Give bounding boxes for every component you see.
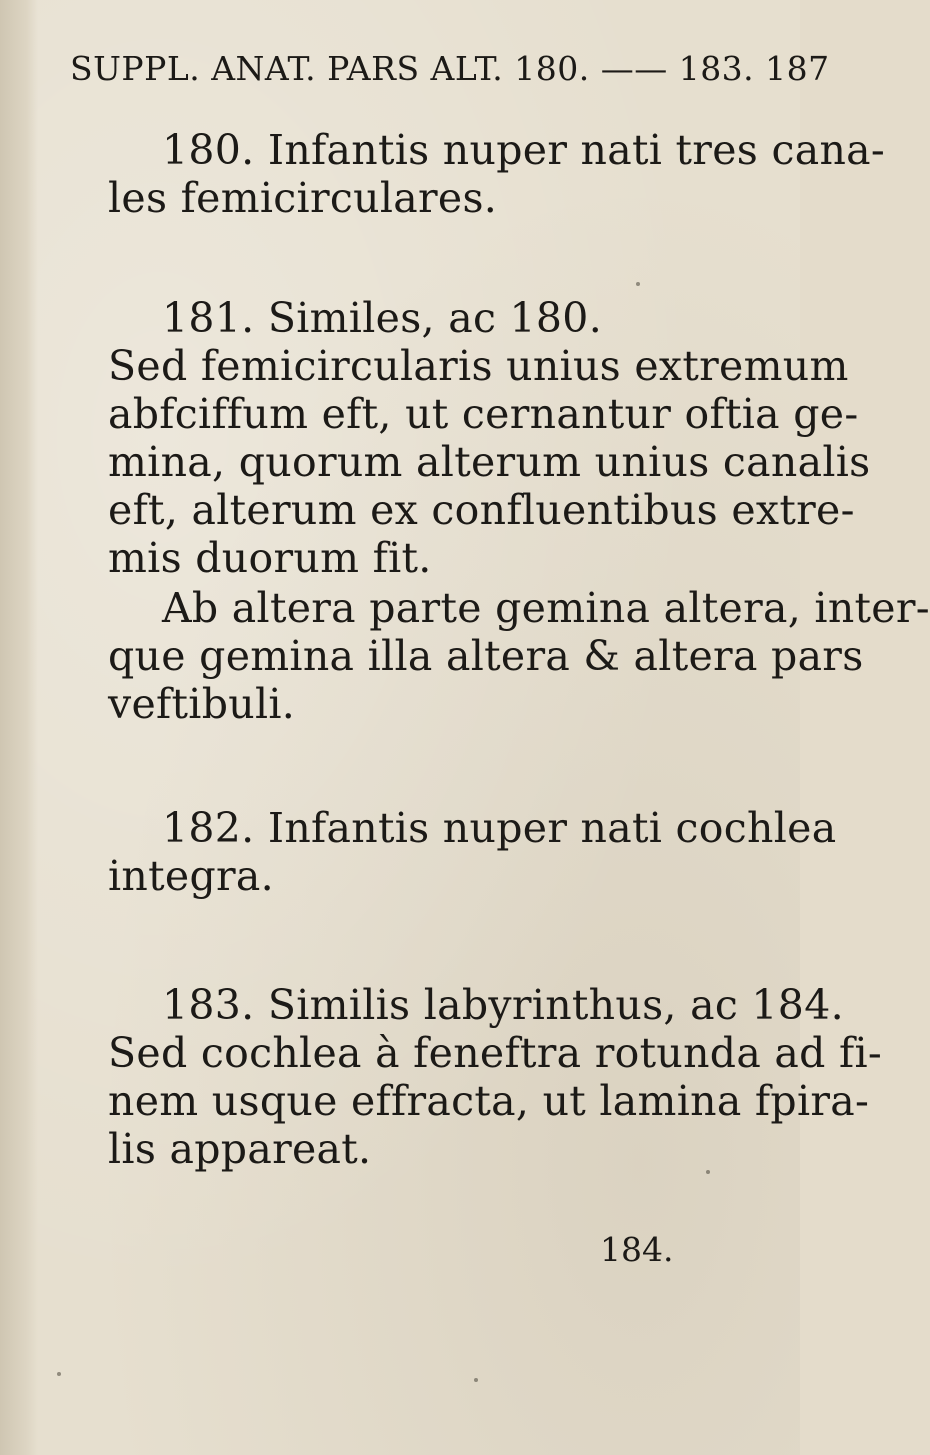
print-speck — [706, 1170, 710, 1174]
section-183-line: nem usque effracta, ut lamina fpira- — [108, 1077, 870, 1125]
section-181-line: Sed femicircularis unius extremum — [108, 342, 849, 390]
section-182-heading: 182. Infantis nuper nati cochlea — [162, 804, 837, 852]
section-180-heading: 180. Infantis nuper nati tres cana- — [162, 126, 886, 174]
section-183-heading: 183. Similis labyrinthus, ac 184. — [162, 981, 844, 1029]
section-181-line: eft, alterum ex confluentibus extre- — [108, 486, 855, 534]
section-181-line: abfciffum eft, ut cernantur oftia ge- — [108, 390, 859, 438]
section-183-line: Sed cochlea à feneftra rotunda ad fi- — [108, 1029, 883, 1077]
page-number: 184. — [600, 1230, 674, 1269]
section-181-line: Ab altera parte gemina altera, inter- — [162, 584, 930, 632]
section-182-line: integra. — [108, 852, 274, 900]
print-speck — [57, 1372, 61, 1376]
print-speck — [636, 282, 640, 286]
section-180-line: les femicirculares. — [108, 174, 498, 222]
section-181-line: que gemina illa altera & altera pars — [108, 632, 864, 680]
section-181-line: mis duorum fit. — [108, 534, 432, 582]
section-181-line: veftibuli. — [108, 680, 296, 728]
page-gutter — [0, 0, 38, 1455]
running-header: SUPPL. ANAT. PARS ALT. 180. —— 183. 187 — [70, 49, 830, 88]
section-181-heading: 181. Similes, ac 180. — [162, 294, 603, 342]
section-183-line: lis appareat. — [108, 1125, 372, 1173]
section-181-line: mina, quorum alterum unius canalis — [108, 438, 871, 486]
print-speck — [474, 1378, 478, 1382]
